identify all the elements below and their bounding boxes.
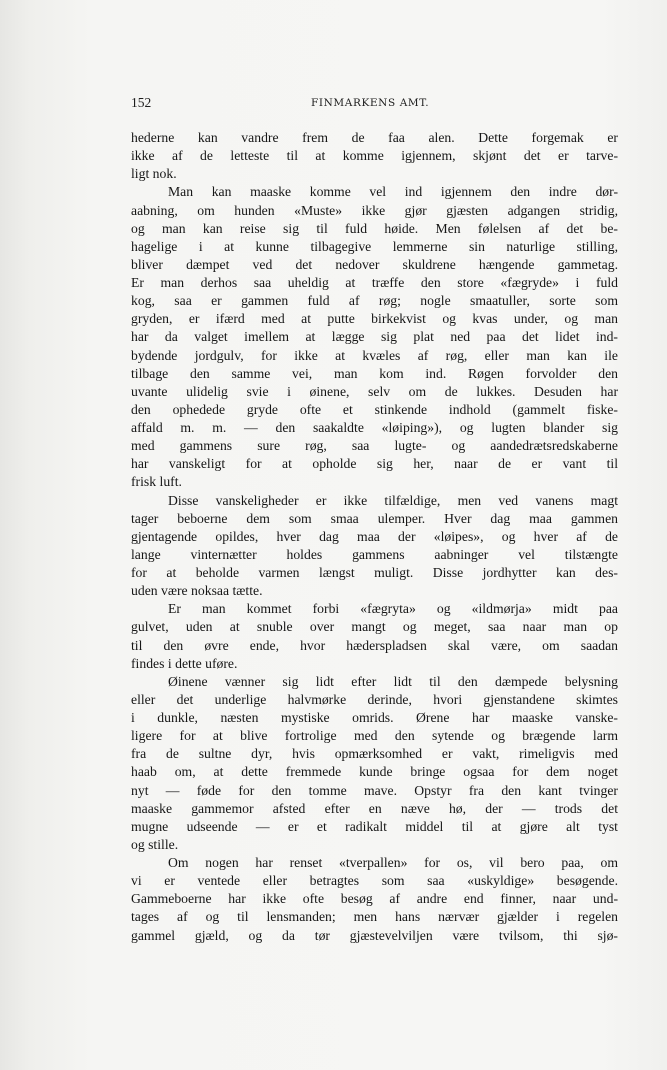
text-line: Er man derhos saa uheldig at træffe den store «fægryde» i fuld <box>131 275 618 290</box>
text-line: Er man kommet forbi «fægryta» og «ildmørja» midt paa <box>168 601 618 617</box>
text-line: Øinene vænner sig lidt efter lidt til den dæmpede belysning <box>168 673 618 689</box>
text-line: nyt — føde for den tomme mave. Opstyr fra den kant tvinger <box>131 782 618 798</box>
text-line: kog, saa er gammen fuld af røg; nogle smaatuller, sorte som <box>131 293 618 309</box>
text-line: haab om, at dette fremmede kunde bringe ogsaa for dem noget <box>131 764 618 780</box>
text-line: hagelige i at kunne tilbagegive lemmerne sin naturlige stilling, <box>131 238 618 254</box>
text-line: findes i dette uføre. <box>131 655 238 671</box>
text-line: i dunkle, næsten mystiske omrids. Ørene har maaske vanske- <box>131 710 618 725</box>
running-title: FINMARKENS AMT. <box>311 97 430 109</box>
body-text <box>131 129 618 945</box>
text-line: tager beboerne dem som smaa ulemper. Hver dag maa gammen <box>131 510 618 526</box>
text-line: aabning, om hunden «Muste» ikke gjør gjæsten adgangen stridig, <box>131 202 618 218</box>
text-line: frisk luft. <box>131 474 182 490</box>
text-line: Disse vanskeligheder er ikke tilfældige, men ved vanens magt <box>168 492 618 508</box>
page-header <box>131 95 618 111</box>
text-line: ligt nok. <box>131 166 177 182</box>
text-line: har da valget imellem at lægge sig plat ned paa det lidet ind- <box>131 329 618 345</box>
text-line: affald m. m. — den saakaldte «løiping»), og lugten blander sig <box>131 420 618 435</box>
text-line: gulvet, uden at snuble over mangt og meget, saa naar man op <box>131 619 618 635</box>
text-line: har vanskeligt for at opholde sig her, naar de er vant til <box>131 456 618 472</box>
text-line: uden være noksaa tætte. <box>131 583 263 599</box>
text-line: til den øvre ende, hvor hæderspladsen skal være, om saadan <box>131 637 618 653</box>
text-line: for at beholde varmen længst muligt. Disse jordhytter kan des- <box>131 565 618 580</box>
text-line: tages af og til lensmanden; men hans nærvær gjælder i regelen <box>131 909 618 925</box>
text-line: vi er ventede eller betragtes som saa «uskyldige» besøgende. <box>131 873 618 889</box>
text-line: Om nogen har renset «tverpallen» for os, vil bero paa, om <box>168 855 618 870</box>
text-line: lange vinternætter holdes gammens aabninger vel tilstængte <box>131 546 618 562</box>
text-line: med gammens sure røg, saa lugte- og aandedrætsredskaberne <box>131 438 618 454</box>
text-line: gjentagende opildes, hver dag maa der «løipes», og hver af de <box>131 528 618 544</box>
text-line: ikke af de letteste til at komme igjennem, skjønt det er tarve- <box>131 148 618 164</box>
text-line: og man kan reise sig til fuld høide. Men følelsen af det be- <box>131 220 618 236</box>
text-line: ligere for at blive fortrolige med den sytende og brægende larm <box>131 728 618 744</box>
page-number: 152 <box>131 95 152 110</box>
text-line: bliver dæmpet ved det nedover skuldrene hængende gammetag. <box>131 256 618 272</box>
text-line: fra de sultne dyr, hvis opmærksomhed er vakt, rimeligvis med <box>131 746 618 762</box>
text-line: maaske gammemor afsted efter en næve hø, der — trods det <box>131 800 618 816</box>
text-line: gryden, er ifærd med at putte birkekvist og kvas under, og man <box>131 311 618 327</box>
text-line: Gammeboerne har ikke ofte besøg af andre end finner, naar und- <box>131 891 618 907</box>
text-line: den ophedede gryde ofte et stinkende indhold (gammelt fiske- <box>131 401 618 417</box>
text-line: og stille. <box>131 836 179 852</box>
text-line: bydende jordgulv, for ikke at kvæles af røg, eller man kan ile <box>131 347 618 363</box>
text-line: tilbage den samme vei, man kom ind. Røgen forvolder den <box>131 365 618 381</box>
text-line: mugne udseende — er et radikalt middel til at gjøre alt tyst <box>131 818 618 834</box>
text-line: uvante ulidelig svie i øinene, selv om de lukkes. Desuden har <box>131 383 618 399</box>
text-line: eller det underlige halvmørke derinde, hvori gjenstandene skimtes <box>131 691 618 707</box>
text-line: hederne kan vandre frem de faa alen. Dette forgemak er <box>131 130 618 145</box>
text-line: gammel gjæld, og da tør gjæstevelviljen være tvilsom, thi sjø- <box>131 927 618 943</box>
text-line: Man kan maaske komme vel ind igjennem den indre dør- <box>168 184 618 200</box>
